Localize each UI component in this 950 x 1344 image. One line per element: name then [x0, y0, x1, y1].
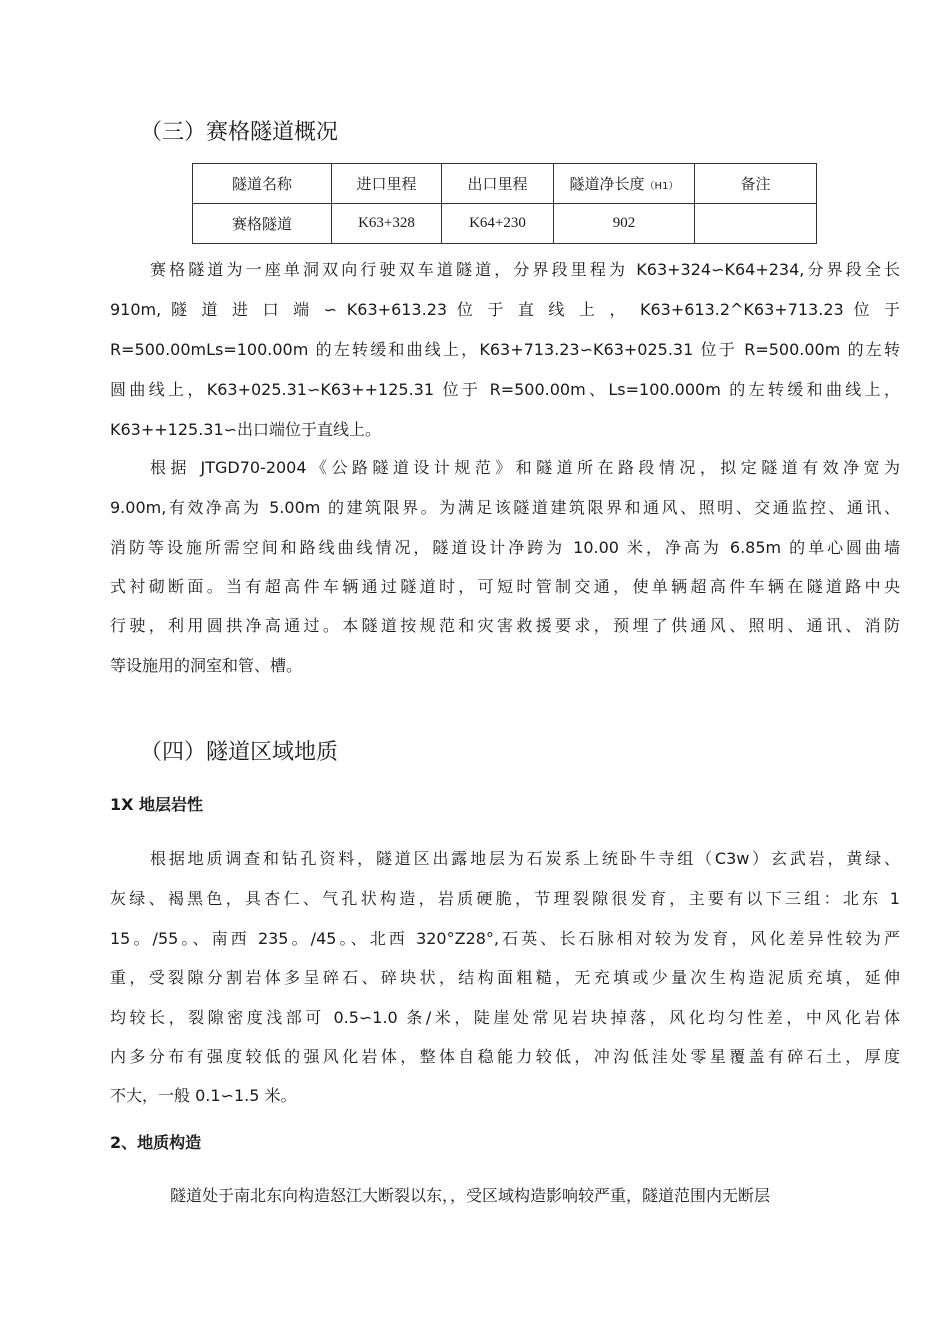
table-cell [695, 204, 817, 244]
paragraph-line: 内多分布有强度较低的强风化岩体，整体自稳能力较低，冲沟低洼处零星覆盖有碎石土，厚度 [110, 1047, 900, 1066]
paragraph-line: 15。/55。、南西 235。/45。、北西 320°Z28°,石英、长石脉相对较为发育，风化差异性较为严 [110, 929, 900, 948]
subsection-heading: 2、地质构造 [110, 1133, 202, 1152]
paragraph-line: 等设施用的洞室和管、槽。 [110, 656, 303, 675]
table-header-cell: 进口里程 [332, 164, 442, 204]
paragraph-line: 根据 JTGD70-2004《公路隧道设计规范》和隧道所在路段情况，拟定隧道有效净宽为 [150, 458, 900, 477]
table-header-row [193, 164, 817, 204]
paragraph-line: 隧道处于南北东向构造怒江大断裂以东，，受区域构造影响较严重，隧道范围内无断层 [170, 1186, 771, 1205]
paragraph-line: K63++125.31∽出口端位于直线上。 [110, 420, 382, 439]
table-header-cell: 备注 [695, 164, 817, 204]
table-header-unit: （H1） [644, 181, 679, 192]
paragraph-line: 式衬砌断面。当有超高件车辆通过隧道时，可短时管制交通，使单辆超高件车辆在隧道路中央 [110, 577, 900, 596]
paragraph-line: 灰绿、褐黑色，具杏仁、气孔状构造，岩质硬脆，节理裂隙很发育，主要有以下三组：北东 1 [110, 889, 900, 908]
paragraph-line: 910m, 隧 道 进 口 端 ∽ K63+613.23 位 于 直 线 上 ， K63+613.2^K63+713.23 位 于 [110, 300, 900, 319]
table-row [193, 204, 817, 244]
table-header-cell [554, 164, 695, 204]
table-cell: K63+328 [332, 204, 442, 244]
table-header-label: 隧道净长度 [569, 175, 645, 193]
paragraph-line: R=500.00mLs=100.00m 的左转缓和曲线上，K63+713.23∽K63+025.31 位于 R=500.00m 的左转 [110, 340, 900, 359]
table-header-cell: 出口里程 [442, 164, 554, 204]
paragraph-line: 不大，一般 0.1∽1.5 米。 [110, 1086, 297, 1105]
section3-title: （三）赛格隧道概况 [140, 120, 339, 145]
paragraph-line: 消防等设施所需空间和路线曲线情况，隧道设计净跨为 10.00 米，净高为 6.85m 的单心圆曲墙 [110, 538, 900, 557]
table-header-cell: 隧道名称 [193, 164, 332, 204]
tunnel-info-table [192, 163, 817, 244]
table-cell: 902 [554, 204, 695, 244]
paragraph-line: 根据地质调查和钻孔资料，隧道区出露地层为石炭系上统卧牛寺组（C3w）玄武岩，黄绿、 [150, 849, 900, 868]
section4-title: （四）隧道区域地质 [140, 740, 339, 765]
paragraph-line: 重，受裂隙分割岩体多呈碎石、碎块状，结构面粗糙，无充填或少量次生构造泥质充填，延伸 [110, 968, 900, 987]
table-cell: 赛格隧道 [193, 204, 332, 244]
subsection-heading: 1X 地层岩性 [110, 795, 204, 814]
paragraph-line: 赛格隧道为一座单洞双向行驶双车道隧道，分界段里程为 K63+324∽K64+234,分界段全长 [150, 260, 900, 279]
paragraph-line: 圆曲线上，K63+025.31∽K63++125.31 位于 R=500.00m、Ls=100.000m 的左转缓和曲线上， [110, 380, 900, 399]
paragraph-line: 行驶，利用圆拱净高通过。本隧道按规范和灾害救援要求，预埋了供通风、照明、通讯、消防 [110, 616, 900, 635]
paragraph-line: 9.00m,有效净高为 5.00m 的建筑限界。为满足该隧道建筑限界和通风、照明、交通监控、通讯、 [110, 498, 900, 517]
table-cell: K64+230 [442, 204, 554, 244]
paragraph-line: 均较长，裂隙密度浅部可 0.5∽1.0 条/米，陡崖处常见岩块掉落，风化均匀性差，中风化岩体 [110, 1008, 900, 1027]
